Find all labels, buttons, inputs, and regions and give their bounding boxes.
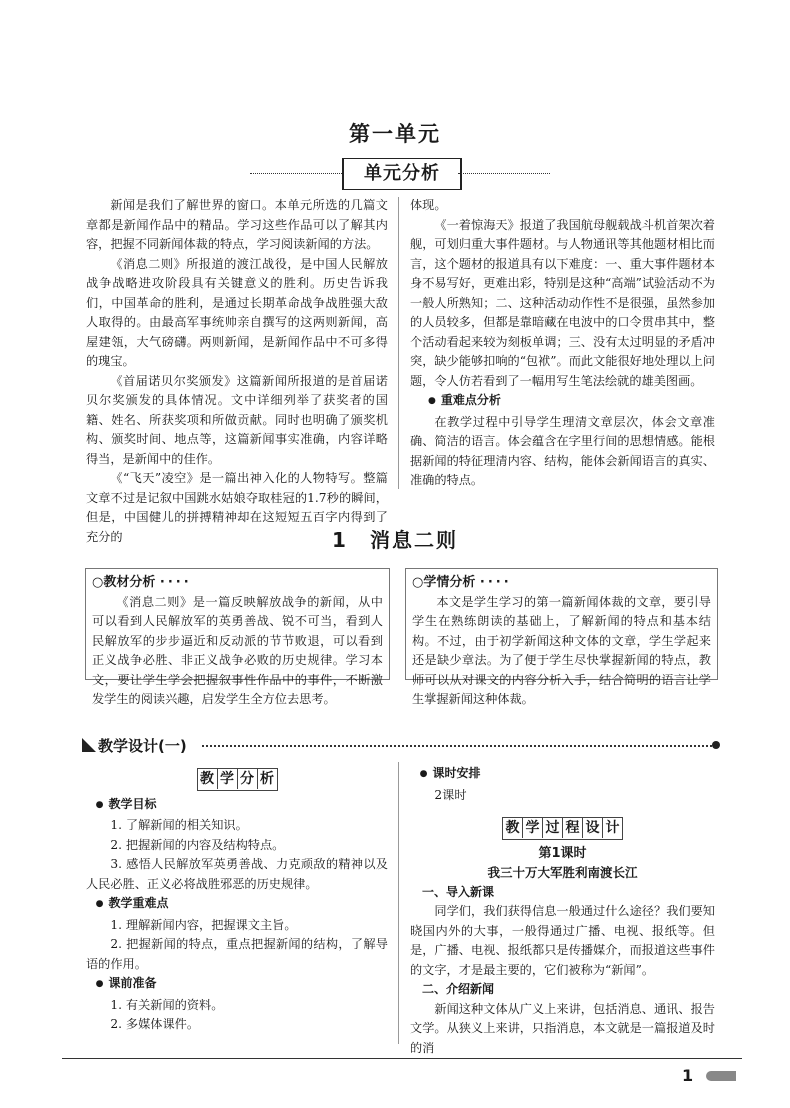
- paragraph: 新闻是我们了解世界的窗口。本单元所选的几篇文章都是新闻作品中的精品。学习这些作品可以了解其内容，把握不同新闻体裁的特点，学习阅读新闻的方法。: [86, 198, 388, 251]
- unit-title: 第一单元: [349, 122, 441, 146]
- grid-char: 计: [605, 820, 620, 836]
- grid-char: 学: [523, 818, 543, 838]
- paragraph: 《消息二则》所报道的渡江战役，是中国人民解放战争战略进攻阶段具有关键意义的胜利。历史告诉我们，中国革命的胜利，是通过长期革命战争战胜强大敌人取得的。由最高军事统帅亲自撰写的这两则新闻，高屋建瓴，大气磅礴。两则新闻，是新闻作品中不可多得的瑰宝。: [86, 256, 388, 368]
- goals-heading: ● 教学目标: [86, 795, 388, 817]
- heading-dots: ····: [159, 575, 192, 590]
- grid-char: 析: [260, 771, 274, 787]
- teaching-process-column: [410, 764, 715, 1058]
- material-analysis-box: [85, 568, 390, 706]
- paragraph: 《首届诺贝尔奖颁发》这篇新闻所报道的是首届诺贝尔奖颁发的具体情况。文中详细列举了获奖者的国籍、姓名、所获奖项和所做贡献。同时也明确了颁奖机构、颁奖时间、地点等，这篇新闻事实准确，内容详略得当，是新闻中的佳作。: [86, 373, 388, 466]
- column-divider: [398, 762, 399, 1044]
- grid-char: 程: [563, 818, 583, 838]
- paragraph: 新闻这种文体从广义上来讲，包括消息、通讯、报告文学。从狭义上来讲，只指消息，本文就是一篇报道及时的消: [410, 1001, 715, 1055]
- list-item: 1. 有关新闻的资料。: [110, 997, 224, 1012]
- grid-char: 过: [543, 818, 563, 838]
- grid-char: 学: [218, 769, 238, 789]
- unit-analysis-right-column: [410, 196, 715, 491]
- paragraph-continuation: 体现。: [410, 198, 447, 212]
- heading-dots: ····: [479, 575, 512, 590]
- list-item: 1. 了解新闻的相关知识。: [110, 818, 248, 832]
- step-heading: 二、介绍新闻: [422, 982, 495, 996]
- prep-heading: ● 课前准备: [86, 974, 388, 996]
- paragraph: 《消息二则》是一篇反映解放战争的新闻，从中可以看到人民解放军的英勇善战、锐不可当，看到人民解放军的步步逼近和反动派的节节败退，可以看到正义战争必胜、非正义战争必败的历史规律。学习本文，要让学生学会把握叙事性作品中的事件，不断激发学生的阅读兴趣，启发学生全方位去思考。: [92, 594, 383, 706]
- triangle-icon: [82, 738, 96, 752]
- page-tab-marker: [706, 1071, 736, 1081]
- paragraph: 《“飞天”凌空》是一篇出神入化的人物特写。整篇文章不过是记叙中国跳水姑娘夺取桂冠的1.7秒的瞬间，但是，中国健儿的拼搏精神却在这短短五百字内得到了充分的: [86, 471, 388, 544]
- paragraph: 同学们，我们获得信息一般通过什么途径？我们要知晓国内外的大事，一般得通过广播、电视、报纸等。但是，广播、电视、报纸都只是传播媒介，而报道这些事件的文字，才是最主要的，它们被称为“新闻”。: [410, 904, 715, 977]
- teaching-analysis-column: [86, 768, 388, 1035]
- focus-heading: ● 教学重难点: [86, 894, 388, 916]
- lesson-period: 第1课时: [538, 845, 587, 861]
- paragraph: 《一着惊海天》报道了我国航母舰载战斗机首架次着舰，可划归重大事件题材。与人物通讯等其他题材相比而言，这个题材的报道具有以下难度：一、重大事件题材本身不易写好，更难出彩，特别是这种“高端”试验活动不为一般人所熟知；二、这种活动动作性不是很强，虽然参加的人员较多，但都是靠暗藏在电波中的口令贯串其中，整个活动看起来较为刻板单调；三、没有太过明显的矛盾冲突，缺少能够扣响的“包袱”。而此文能很好地处理以上问题，令人仿若看到了一幅用写生笔法绘就的雄美图画。: [410, 217, 715, 388]
- student-analysis-box: [405, 568, 718, 706]
- teaching-design-bar: [82, 735, 722, 757]
- unit-subtitle: 单元分析: [342, 158, 462, 190]
- material-analysis-label: ○教材分析: [92, 575, 156, 590]
- dotted-rule: [202, 745, 712, 747]
- banner-dotted-line-left: [250, 173, 342, 174]
- list-item: 2. 多媒体课件。: [110, 1017, 200, 1031]
- grid-char: 教: [503, 818, 523, 838]
- list-item: 2. 把握新闻的特点，重点把握新闻的结构，了解导语的作用。: [86, 937, 388, 971]
- footer-rule: [62, 1058, 742, 1059]
- grid-char: 教: [198, 769, 218, 789]
- list-item: 2. 把握新闻的内容及结构特点。: [110, 837, 285, 852]
- schedule-heading: ● 课时安排: [410, 764, 715, 786]
- list-item: 3. 感悟人民解放军英勇善战、力克顽敌的精神以及人民必胜、正义必将战胜邪恶的历史规律。: [86, 857, 388, 891]
- unit-subtitle-banner: [250, 158, 550, 190]
- student-analysis-label: ○学情分析: [412, 575, 476, 590]
- step-heading: 一、导入新课: [422, 884, 495, 899]
- teaching-design-title: 教学设计(一): [98, 737, 187, 755]
- column-divider: [398, 197, 399, 489]
- banner-dotted-line-right: [458, 173, 550, 174]
- student-analysis-heading: [412, 573, 711, 593]
- page-number: 1: [682, 1066, 694, 1085]
- material-analysis-heading: [92, 573, 383, 593]
- schedule-value: 2课时: [434, 787, 467, 802]
- key-points-heading: ● 重难点分析: [410, 391, 715, 413]
- teaching-process-grid-title: [502, 817, 623, 840]
- grid-char: 设: [583, 818, 603, 838]
- lesson-title: 1 消息二则: [332, 528, 458, 552]
- grid-char: 分: [238, 769, 258, 789]
- article-title: 我三十万大军胜利南渡长江: [487, 865, 638, 880]
- unit-analysis-left-column: [86, 196, 388, 547]
- list-item: 1. 理解新闻内容，把握课文主旨。: [110, 917, 297, 932]
- paragraph: 在教学过程中引导学生理清文章层次，体会文章准确、简洁的语言。体会蕴含在字里行间的思想情感。能根据新闻的特征理清内容、结构，能体会新闻语言的真实、准确的特点。: [410, 414, 715, 487]
- teaching-analysis-grid-title: [197, 768, 278, 791]
- paragraph: 本文是学生学习的第一篇新闻体裁的文章，要引导学生在熟练朗读的基础上，了解新闻的特点和基本结构。不过，由于初学新闻这种文体的文章，学生学起来还是缺少章法。为了便于学生尽快掌握新闻的特点，教师可以从对课文的内容分析入手，结合简明的语言让学生掌握新闻这种体裁。: [412, 594, 711, 706]
- bullet-dot-icon: [712, 741, 720, 749]
